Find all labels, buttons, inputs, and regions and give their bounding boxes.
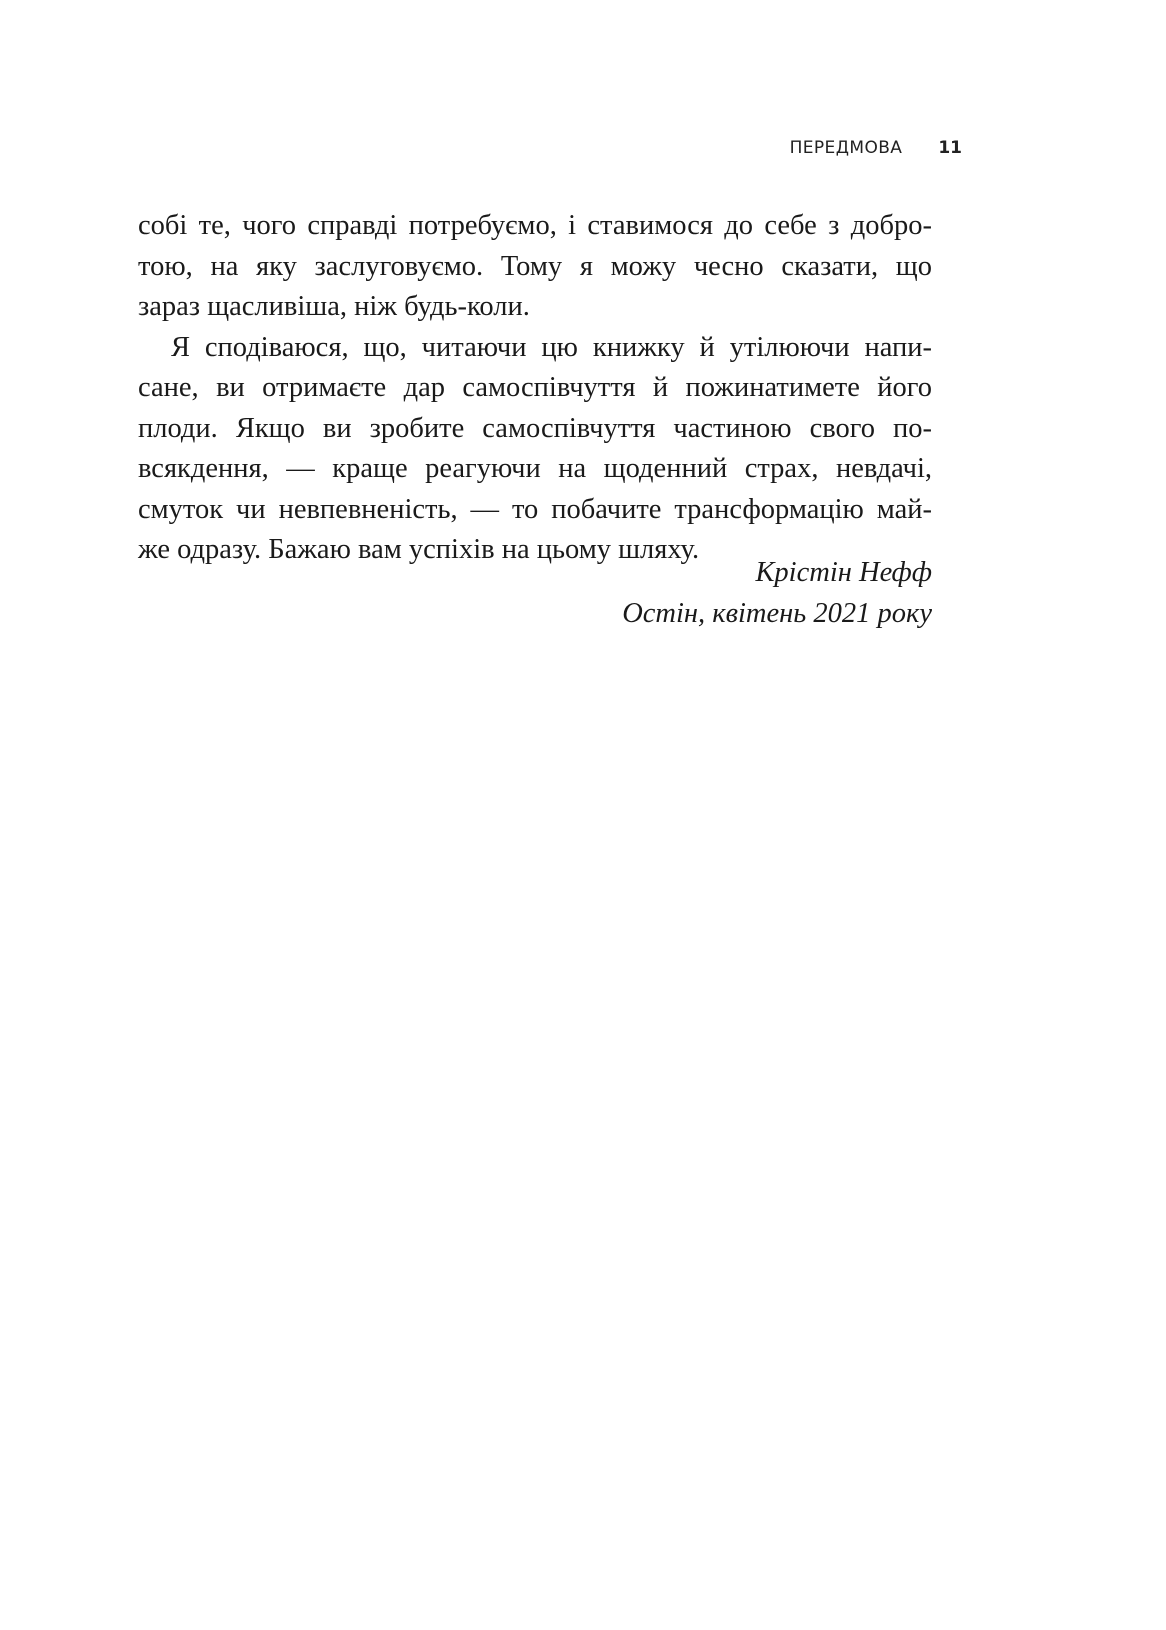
text-line: плоди. Якщо ви зробите самоспівчуття частиною свого по- bbox=[138, 412, 932, 444]
text-line: сане, ви отримаєте дар самоспівчуття й пожинатимете його bbox=[138, 372, 932, 403]
running-header bbox=[790, 138, 962, 158]
text-line: тою, на яку заслуговуємо. Тому я можу чесно сказати, що bbox=[138, 250, 932, 282]
text-line: же одразу. Бажаю вам успіхів на цьому шляху. bbox=[138, 534, 700, 565]
author-name: Крістін Нефф bbox=[755, 557, 932, 588]
place-date: Остін, квітень 2021 року bbox=[622, 597, 932, 629]
text-line: Я сподіваюся, що, читаючи цю книжку й утілюючи напи- bbox=[171, 331, 932, 363]
signature-block bbox=[622, 553, 932, 634]
paragraph-1 bbox=[138, 206, 932, 328]
text-line: собі те, чого справді потребуємо, і ставимося до себе з добро- bbox=[138, 210, 932, 241]
page-number: 11 bbox=[938, 138, 962, 158]
body-text bbox=[138, 206, 932, 571]
text-line: смуток чи невпевненість, — то побачите трансформацію май- bbox=[138, 493, 932, 525]
section-title: ПЕРЕДМОВА bbox=[789, 138, 903, 158]
paragraph-2 bbox=[138, 328, 932, 571]
text-line: зараз щасливіша, ніж будь-коли. bbox=[138, 291, 530, 322]
text-line: всякдення, — краще реагуючи на щоденний страх, невдачі, bbox=[138, 453, 932, 484]
